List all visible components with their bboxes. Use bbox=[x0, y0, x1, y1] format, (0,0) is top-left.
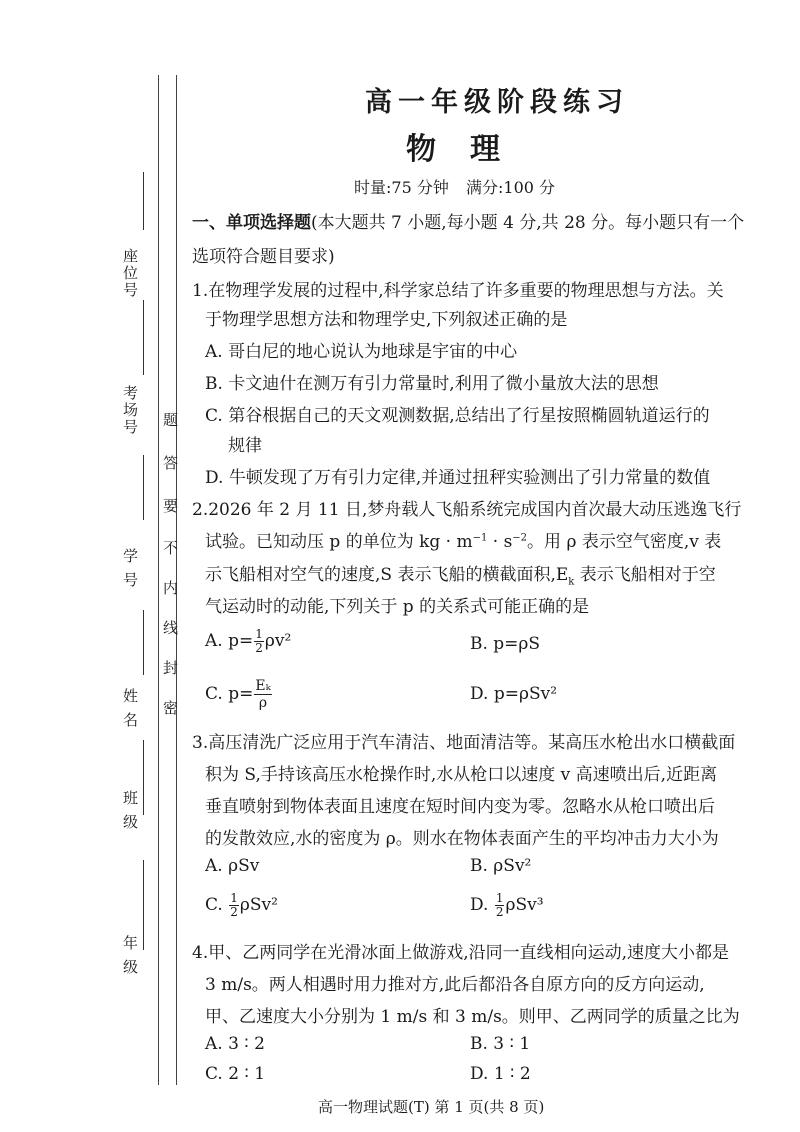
seat-blank bbox=[143, 172, 144, 230]
seal-char-2: 封 bbox=[161, 660, 179, 677]
seal-char-5: 不 bbox=[161, 540, 179, 557]
section-instruction-cont: 选项符合题目要求) bbox=[192, 247, 335, 267]
q2-c-num: Eₖ bbox=[255, 678, 271, 694]
q3-c-post: ρSv² bbox=[239, 895, 278, 915]
q4-stem-line3: 甲、乙速度大小分别为 1 m/s 和 3 m/s。则甲、乙两同学的质量之比为 bbox=[205, 1007, 740, 1027]
q2-a-den: 2 bbox=[255, 641, 263, 655]
q2-stem-line1: 2.2026 年 2 月 11 日,梦舟载人飞船系统完成国内首次最大动压逃逸飞行 bbox=[192, 500, 742, 520]
class-blank bbox=[143, 740, 144, 815]
q4-option-c: C. 2 ∶ 1 bbox=[205, 1064, 266, 1084]
q2-option-c bbox=[205, 678, 273, 711]
q3-option-b: B. ρSv² bbox=[470, 856, 532, 876]
q2-exp2: −2 bbox=[512, 532, 528, 544]
q4-stem-line2: 3 m/s。两人相遇时用力推对方,此后都沿各自原方向的反方向运动, bbox=[205, 975, 705, 995]
q1-option-c: C. 第谷根据自己的天文观测数据,总结出了行星按照椭圆轨道运行的 bbox=[205, 406, 710, 426]
section-instruction: (本大题共 7 小题,每小题 4 分,共 28 分。每小题只有一个 bbox=[311, 213, 745, 233]
q3-c-prefix: C. bbox=[205, 895, 229, 915]
seat-label: 座位号 bbox=[121, 248, 139, 299]
time-limit: 时量:75 分钟 bbox=[354, 178, 449, 197]
q3-option-c bbox=[205, 892, 278, 919]
q3-d-fraction bbox=[495, 892, 505, 919]
q2-ek-sub: k bbox=[568, 576, 575, 588]
q2-a-fraction bbox=[254, 628, 264, 655]
q2-option-a bbox=[205, 628, 291, 655]
q2-option-b: B. p=ρS bbox=[470, 634, 541, 654]
q1-option-b: B. 卡文迪什在测万有引力常量时,利用了微小量放大法的思想 bbox=[205, 374, 659, 394]
q2-unit-part2: · s bbox=[487, 532, 513, 552]
q1-option-c-cont: 规律 bbox=[228, 436, 262, 456]
q3-d-num: 1 bbox=[495, 891, 504, 905]
q3-d-post: ρSv³ bbox=[505, 895, 544, 915]
section-heading bbox=[192, 208, 744, 233]
q2-unit-part1: 试验。已知动压 p 的单位为 kg · m bbox=[205, 532, 473, 552]
q4-option-a: A. 3 ∶ 2 bbox=[205, 1034, 265, 1054]
q3-stem-line3: 垂直喷射到物体表面且速度在短时间内变为零。忽略水从枪口喷出后 bbox=[205, 797, 715, 817]
seal-char-3: 线 bbox=[161, 620, 179, 637]
q2-stem-line3 bbox=[205, 560, 716, 587]
q3-option-d bbox=[470, 892, 544, 919]
exam-room-blank bbox=[143, 300, 144, 375]
q2-unit-part3: 。用 ρ 表示空气密度,v 表 bbox=[527, 532, 722, 552]
seal-char-7: 答 bbox=[161, 455, 179, 472]
seal-char-8: 题 bbox=[161, 412, 179, 429]
q2-a-post: ρv² bbox=[264, 631, 292, 651]
q1-option-a: A. 哥白尼的地心说认为地球是宇宙的中心 bbox=[205, 342, 518, 362]
seal-char-1: 密 bbox=[161, 700, 179, 717]
q3-c-den: 2 bbox=[230, 905, 238, 919]
subject-title: 物理 bbox=[406, 132, 534, 167]
q1-stem-line1: 1.在物理学发展的过程中,科学家总结了许多重要的物理思想与方法。关 bbox=[192, 281, 724, 301]
q2-stem-line4: 气运动时的动能,下列关于 p 的关系式可能正确的是 bbox=[205, 597, 590, 617]
q2-c-prefix: C. p= bbox=[205, 684, 254, 704]
q1-stem-line2: 于物理学思想方法和物理学史,下列叙述正确的是 bbox=[205, 310, 568, 330]
student-no-blank bbox=[143, 455, 144, 520]
q2-a-num: 1 bbox=[255, 627, 263, 641]
q2-line3-text-b: 表示飞船相对于空 bbox=[574, 565, 716, 585]
binding-line bbox=[158, 75, 159, 1085]
section-title: 一、单项选择题 bbox=[192, 213, 311, 233]
class-label: 班 级 bbox=[121, 790, 139, 831]
student-no-label: 学 号 bbox=[121, 548, 139, 589]
grade-blank bbox=[143, 860, 144, 950]
q4-option-b: B. 3 ∶ 1 bbox=[470, 1034, 531, 1054]
q3-c-fraction bbox=[229, 892, 239, 919]
exam-title: 高一年级阶段练习 bbox=[365, 87, 629, 118]
q2-line3-text: 示飞船相对空气的速度,S 表示飞船的横截面积,E bbox=[205, 565, 569, 585]
name-blank bbox=[143, 610, 144, 675]
q3-stem-line1: 3.高压清洗广泛应用于汽车清洁、地面清洁等。某高压水枪出水口横截面 bbox=[192, 733, 736, 753]
grade-label: 年 级 bbox=[121, 935, 139, 976]
exam-room-label: 考场号 bbox=[121, 385, 139, 436]
q3-d-prefix: D. bbox=[470, 895, 494, 915]
q4-stem-line1: 4.甲、乙两同学在光滑冰面上做游戏,沿同一直线相向运动,速度大小都是 bbox=[192, 943, 730, 963]
full-score: 满分:100 分 bbox=[466, 178, 556, 197]
name-label: 姓 名 bbox=[121, 688, 139, 729]
q2-a-prefix: A. p= bbox=[205, 631, 254, 651]
q3-stem-line4: 的发散效应,水的密度为 ρ。则水在物体表面产生的平均冲击力大小为 bbox=[205, 829, 719, 849]
q4-option-d: D. 1 ∶ 2 bbox=[470, 1064, 531, 1084]
q2-option-d: D. p=ρSv² bbox=[470, 684, 558, 704]
q3-d-den: 2 bbox=[495, 905, 504, 919]
q3-stem-line2: 积为 S,手持该高压水枪操作时,水从枪口以速度 v 高速喷出后,近距离 bbox=[205, 765, 718, 785]
q3-option-a: A. ρSv bbox=[205, 856, 260, 876]
q2-exp1: −1 bbox=[472, 532, 488, 544]
q1-option-d: D. 牛顿发现了万有引力定律,并通过扭秤实验测出了引力常量的数值 bbox=[205, 468, 711, 488]
seal-char-4: 内 bbox=[161, 580, 179, 597]
q3-c-num: 1 bbox=[230, 891, 238, 905]
q2-c-fraction bbox=[254, 678, 271, 711]
q2-stem-line2 bbox=[205, 527, 721, 552]
page-footer: 高一物理试题(T) 第 1 页(共 8 页) bbox=[318, 1098, 545, 1116]
q2-c-den: ρ bbox=[258, 695, 268, 711]
seal-char-6: 要 bbox=[161, 498, 179, 515]
